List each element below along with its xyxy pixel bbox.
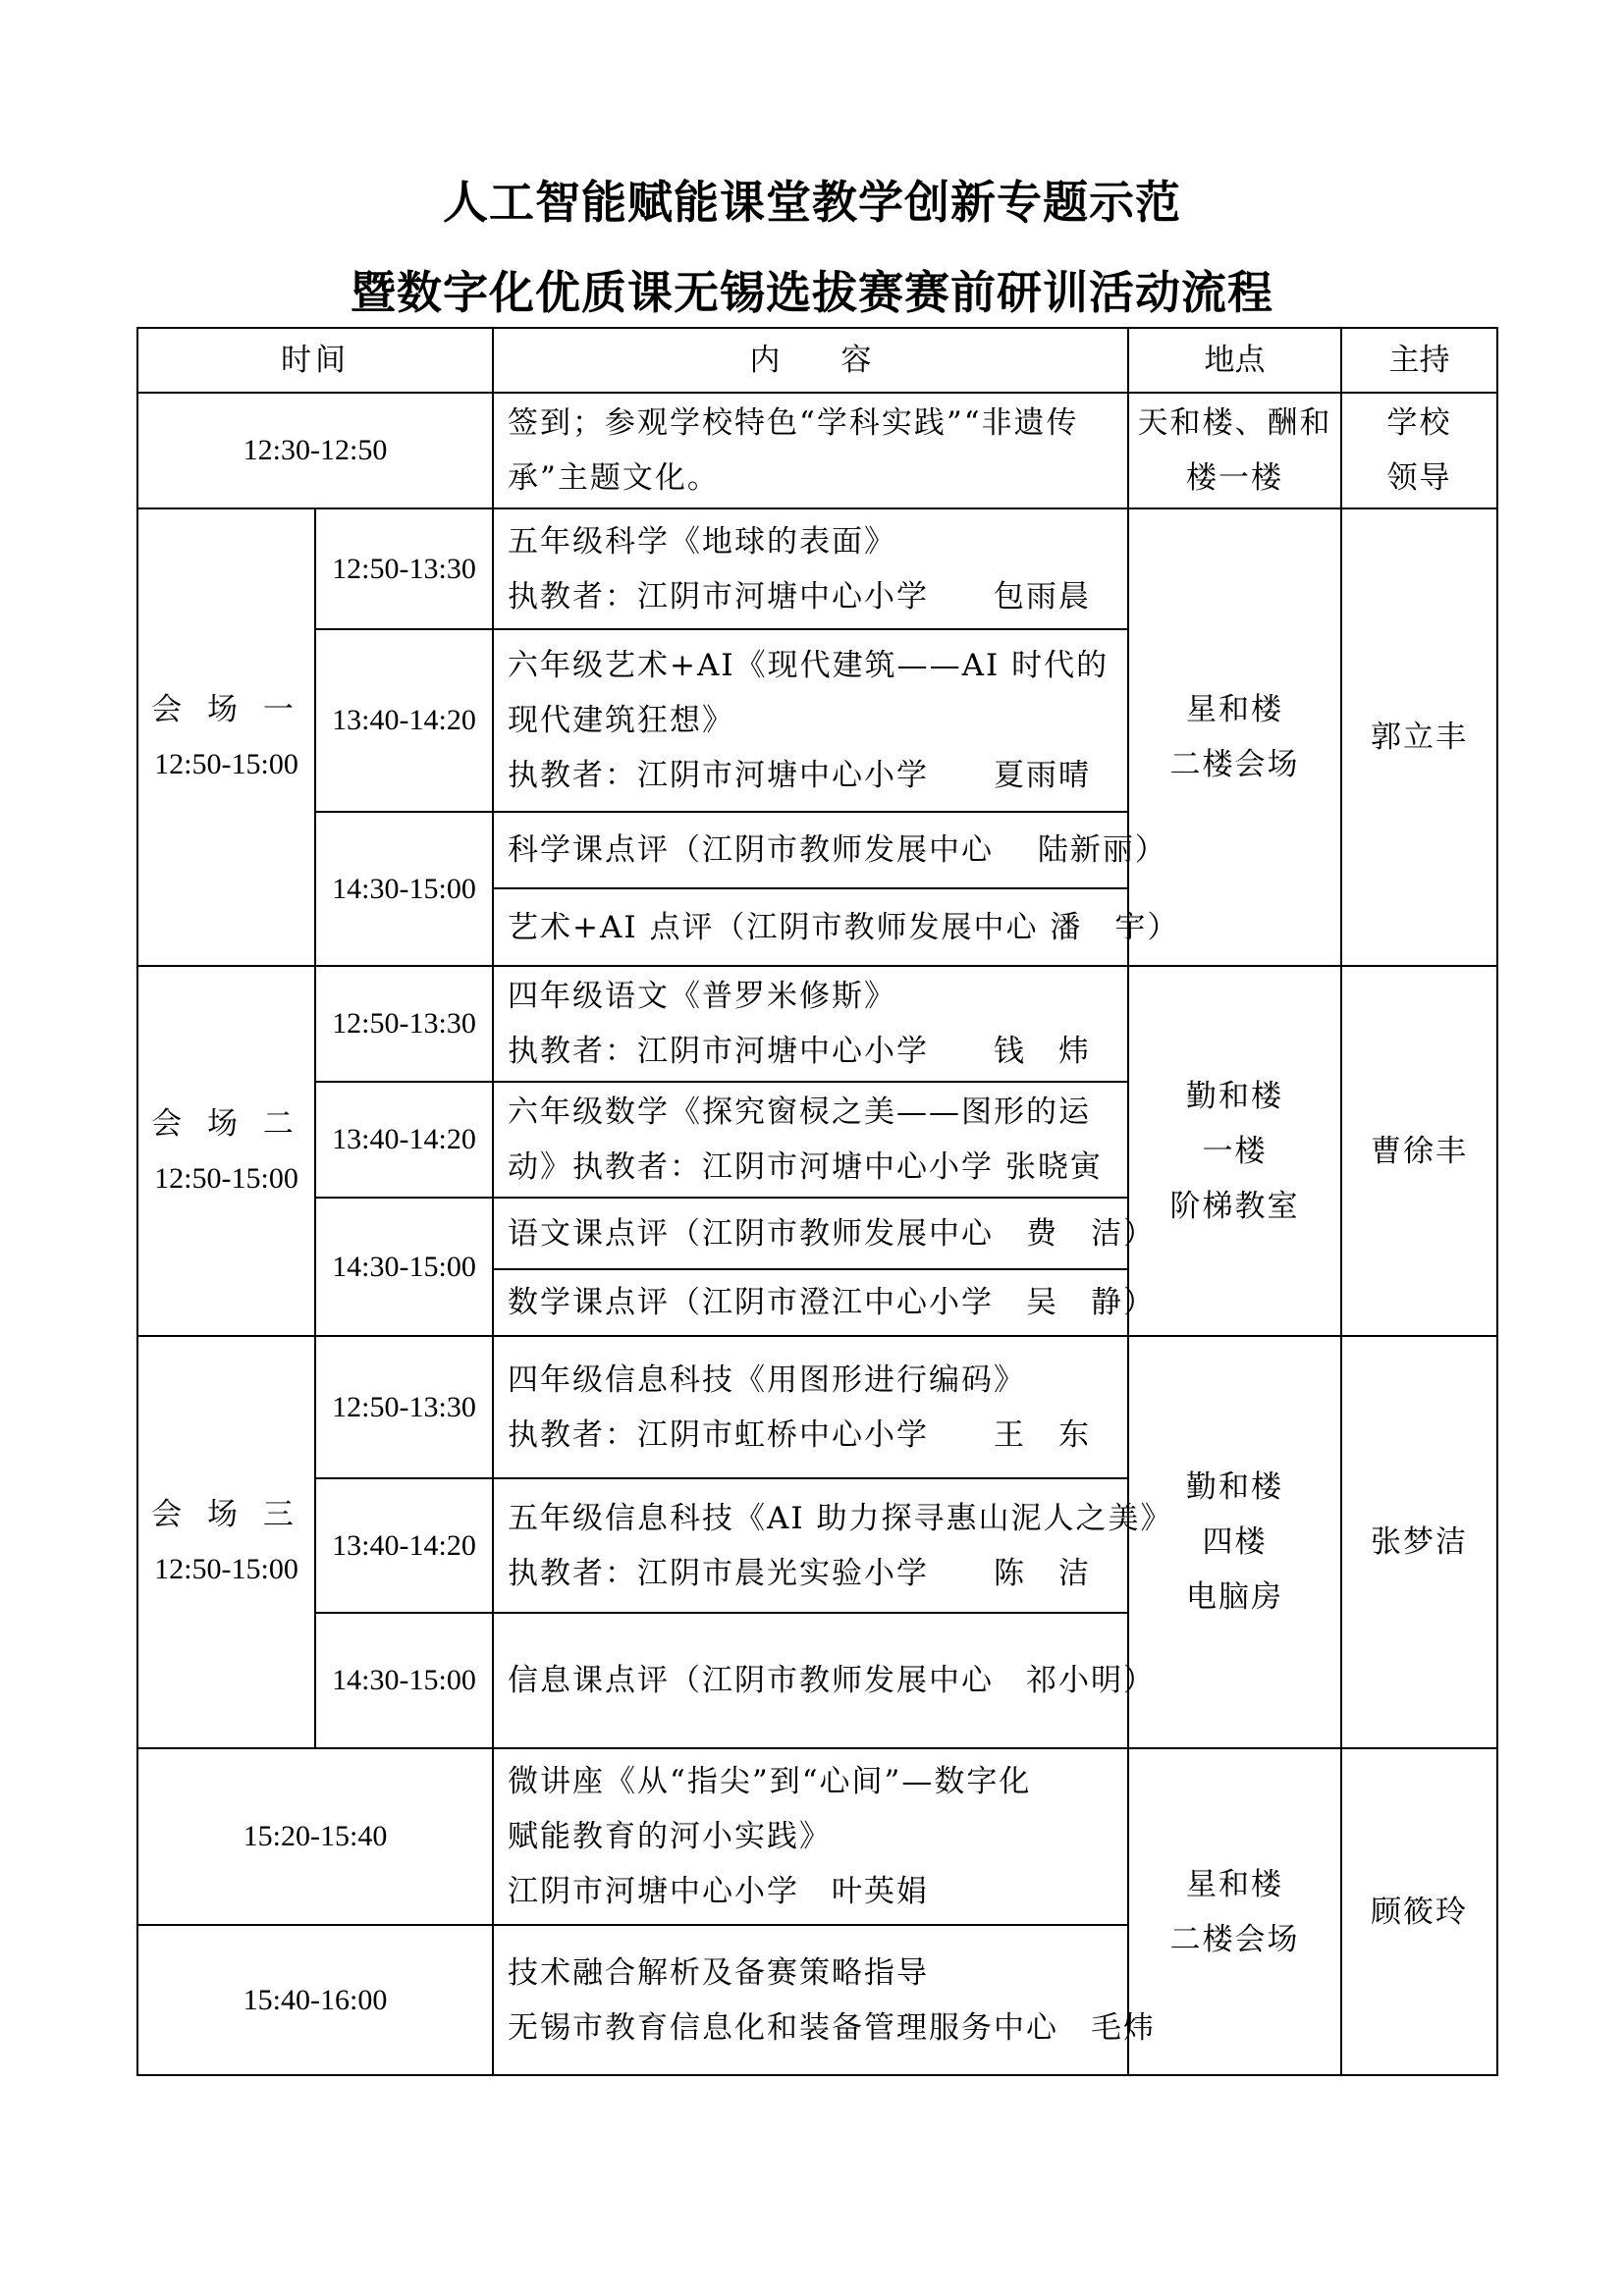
venue-2-label: 会 场 二 12:50-15:00 — [137, 966, 315, 1336]
header-location: 地点 — [1128, 328, 1341, 393]
venue-1-review-1: 科学课点评（江阴市教师发展中心 陆新丽） — [493, 812, 1128, 888]
venue-2-host: 曹徐丰 — [1341, 966, 1497, 1336]
venue-3-label: 会 场 三 12:50-15:00 — [137, 1336, 315, 1748]
table-row — [137, 508, 1497, 629]
venue-1-location: 星和楼 二楼会场 — [1128, 508, 1341, 966]
venue-2-slot-3-time: 14:30-15:00 — [315, 1198, 493, 1336]
venue-1-slot-2-content: 六年级艺术+AI《现代建筑——AI 时代的 现代建筑狂想》 执教者：江阴市河塘中心小学 夏雨晴 — [493, 629, 1128, 812]
table-header-row — [137, 328, 1497, 393]
table-row — [137, 1336, 1497, 1478]
header-host: 主持 — [1341, 328, 1497, 393]
venue-3-slot-2-content: 五年级信息科技《AI 助力探寻惠山泥人之美》 执教者：江阴市晨光实验小学 陈 洁 — [493, 1478, 1128, 1613]
table-row-opening — [137, 393, 1497, 508]
header-time: 时间 — [137, 328, 493, 393]
table-row — [137, 966, 1497, 1082]
venue-2-slot-2-time: 13:40-14:20 — [315, 1082, 493, 1198]
venue-3-slot-2-time: 13:40-14:20 — [315, 1478, 493, 1613]
venue-1-slot-2-time: 13:40-14:20 — [315, 629, 493, 812]
opening-content: 签到；参观学校特色“学科实践”“非遗传 承”主题文化。 — [493, 393, 1128, 508]
venue-3-slot-3-content: 信息课点评（江阴市教师发展中心 祁小明） — [493, 1613, 1128, 1748]
closing-location: 星和楼 二楼会场 — [1128, 1748, 1341, 2075]
venue-2-slot-2-content: 六年级数学《探究窗棂之美——图形的运 动》执教者：江阴市河塘中心小学 张晓寅 — [493, 1082, 1128, 1198]
venue-2-slot-1-time: 12:50-13:30 — [315, 966, 493, 1082]
venue-1-slot-1-content: 五年级科学《地球的表面》 执教者：江阴市河塘中心小学 包雨晨 — [493, 508, 1128, 629]
venue-1-label: 会 场 一 12:50-15:00 — [137, 508, 315, 966]
closing-1-content: 微讲座《从“指尖”到“心间”—数字化 赋能教育的河小实践》 江阴市河塘中心小学 叶英娟 — [493, 1748, 1128, 1925]
venue-3-location: 勤和楼 四楼 电脑房 — [1128, 1336, 1341, 1748]
table-row-closing-1 — [137, 1748, 1497, 1925]
venue-3-slot-1-time: 12:50-13:30 — [315, 1336, 493, 1478]
schedule-table — [136, 327, 1498, 2076]
venue-2-slot-1-content: 四年级语文《普罗米修斯》 执教者：江阴市河塘中心小学 钱 炜 — [493, 966, 1128, 1082]
opening-time: 12:30-12:50 — [137, 393, 493, 508]
venue-3-host: 张梦洁 — [1341, 1336, 1497, 1748]
venue-2-review-1: 语文课点评（江阴市教师发展中心 费 洁） — [493, 1198, 1128, 1269]
document-title-line-1: 人工智能赋能课堂教学创新专题示范 — [443, 176, 1181, 229]
opening-host: 学校 领导 — [1341, 393, 1497, 508]
document-title-line-2: 暨数字化优质课无锡选拔赛赛前研训活动流程 — [351, 266, 1273, 319]
venue-2-review-2: 数学课点评（江阴市澄江中心小学 吴 静） — [493, 1269, 1128, 1336]
venue-3-slot-3-time: 14:30-15:00 — [315, 1613, 493, 1748]
venue-3-slot-1-content: 四年级信息科技《用图形进行编码》 执教者：江阴市虹桥中心小学 王 东 — [493, 1336, 1128, 1478]
closing-host: 顾筱玲 — [1341, 1748, 1497, 2075]
venue-1-slot-3-time: 14:30-15:00 — [315, 812, 493, 966]
venue-1-host: 郭立丰 — [1341, 508, 1497, 966]
venue-2-location: 勤和楼 一楼 阶梯教室 — [1128, 966, 1341, 1336]
header-content: 内 容 — [493, 328, 1128, 393]
closing-2-time: 15:40-16:00 — [137, 1925, 493, 2075]
closing-2-content: 技术融合解析及备赛策略指导 无锡市教育信息化和装备管理服务中心 毛炜 — [493, 1925, 1128, 2075]
closing-1-time: 15:20-15:40 — [137, 1748, 493, 1925]
venue-1-review-2: 艺术+AI 点评（江阴市教师发展中心 潘 宇） — [493, 888, 1128, 966]
venue-1-slot-1-time: 12:50-13:30 — [315, 508, 493, 629]
opening-location: 天和楼、酬和 楼一楼 — [1128, 393, 1341, 508]
